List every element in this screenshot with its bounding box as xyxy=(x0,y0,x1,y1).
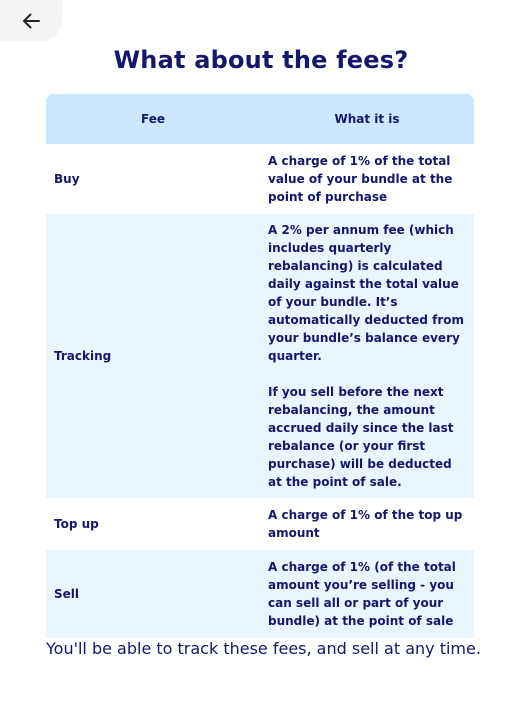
fee-name: Buy xyxy=(46,144,260,214)
table-header-row xyxy=(46,94,474,144)
back-button[interactable] xyxy=(0,0,62,42)
fee-description-text: A charge of 1% of the top up amount xyxy=(268,508,463,540)
table-row xyxy=(46,498,474,550)
fees-table xyxy=(46,94,474,638)
fee-description xyxy=(260,498,474,550)
table-row xyxy=(46,214,474,498)
column-header-description: What it is xyxy=(260,94,474,144)
fee-name: Sell xyxy=(46,550,260,638)
fee-description-text: A 2% per annum fee (which includes quarterly rebalancing) is calculated daily against the total value of your bundle. It’s automatically deducted from your bundle’s balance every quarter. xyxy=(268,223,465,363)
page-title: What about the fees? xyxy=(113,46,409,74)
arrow-left-icon xyxy=(21,12,41,30)
fee-description-text: If you sell before the next rebalancing, the amount accrued daily since the last rebalance (or your first purchase) will be deducted at the point of sale. xyxy=(268,385,454,489)
table-row xyxy=(46,144,474,214)
fee-description-text: A charge of 1% of the total value of your bundle at the point of purchase xyxy=(268,154,453,204)
fee-name: Tracking xyxy=(46,214,260,498)
fee-description xyxy=(260,144,474,214)
fee-name: Top up xyxy=(46,498,260,550)
fee-description xyxy=(260,214,474,498)
fee-description xyxy=(260,550,474,638)
table-row xyxy=(46,550,474,638)
footer-note: You'll be able to track these fees, and sell at any time. xyxy=(46,639,481,658)
column-header-fee: Fee xyxy=(46,94,260,144)
fee-description-text: A charge of 1% (of the total amount you’re selling - you can sell all or part of your bundle) at the point of sale xyxy=(268,560,456,628)
